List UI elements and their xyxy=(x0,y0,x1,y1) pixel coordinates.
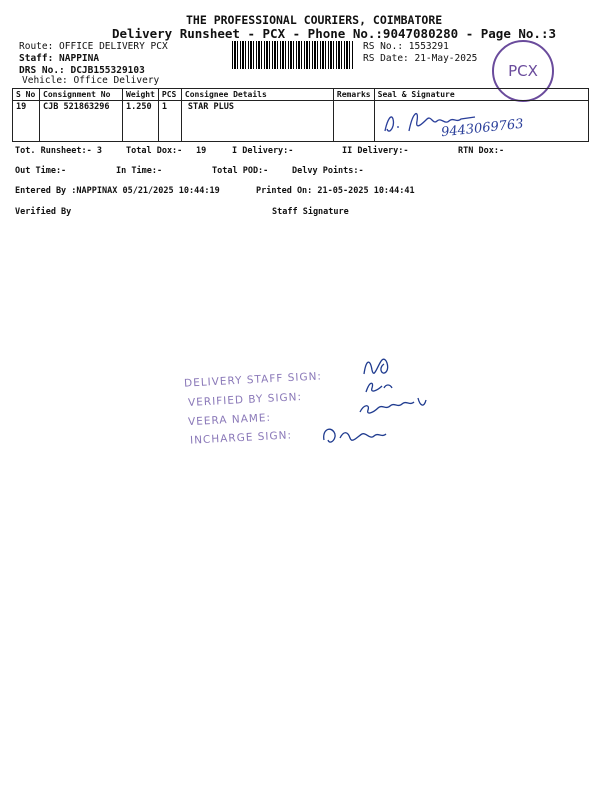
cell-consignment: CJB 521863296 xyxy=(40,101,123,142)
rtn-dox: RTN Dox:- xyxy=(458,146,505,156)
total-dox-value: 19 xyxy=(196,146,207,156)
cell-sno: 19 xyxy=(13,101,40,142)
stamp-line-1: DELIVERY STAFF SIGN: xyxy=(183,370,323,390)
cell-remarks xyxy=(333,101,374,142)
rs-no-text: RS No.: 1553291 xyxy=(363,41,449,52)
drs-text: DRS No.: DCJB155329103 xyxy=(19,65,145,76)
col-signature: Seal & Signature xyxy=(374,89,588,101)
cell-weight: 1.250 xyxy=(123,101,159,142)
total-dox-label: Total Dox:- xyxy=(126,146,183,156)
rs-date-text: RS Date: 21-May-2025 xyxy=(363,53,478,64)
cell-consignee: STAR PLUS xyxy=(181,101,333,142)
total-pod: Total POD:- xyxy=(212,166,269,176)
signature-phone: 9443069763 xyxy=(440,116,524,141)
route-text: Route: OFFICE DELIVERY PCX xyxy=(19,41,168,52)
stamp-line-4: INCHARGE SIGN: xyxy=(189,429,293,447)
cell-signature xyxy=(374,101,588,142)
table-row xyxy=(13,101,589,142)
barcode xyxy=(232,41,354,69)
out-time: Out Time:- xyxy=(15,166,67,176)
company-title: THE PROFESSIONAL COURIERS, COIMBATORE xyxy=(186,13,443,27)
stamp-line-2: VERIFIED BY SIGN: xyxy=(187,391,303,409)
col-consignee: Consignee Details xyxy=(181,89,333,101)
i-delivery: I Delivery:- xyxy=(232,146,294,156)
col-pcs: PCS xyxy=(158,89,181,101)
tot-runsheet: Tot. Runsheet:- 3 xyxy=(15,146,102,156)
verified-by: Verified By xyxy=(15,207,72,217)
table-header-row xyxy=(13,89,589,101)
in-time: In Time:- xyxy=(116,166,163,176)
runsheet-title: Delivery Runsheet - PCX - Phone No.:9047080280 - Page No.:3 xyxy=(112,26,557,41)
ii-delivery: II Delivery:- xyxy=(342,146,409,156)
pcx-stamp-text: PCX xyxy=(508,62,538,80)
col-remarks: Remarks xyxy=(333,89,374,101)
staff-signature: Staff Signature xyxy=(272,207,349,217)
stamp-line-3: VEERA NAME: xyxy=(187,411,272,429)
runsheet-table xyxy=(12,88,589,142)
col-weight: Weight xyxy=(123,89,159,101)
delvy-points: Delvy Points:- xyxy=(292,166,364,176)
stamp-handwriting xyxy=(320,350,460,460)
entered-by: Entered By :NAPPINAX 05/21/2025 10:44:19 xyxy=(15,186,220,196)
printed-on: Printed On: 21-05-2025 10:44:41 xyxy=(256,186,415,196)
cell-pcs: 1 xyxy=(158,101,181,142)
vehicle-text: Vehicle: Office Delivery xyxy=(22,75,160,86)
staff-text: Staff: NAPPINA xyxy=(19,53,100,64)
col-sno: S No xyxy=(13,89,40,101)
col-consignment: Consignment No xyxy=(40,89,123,101)
